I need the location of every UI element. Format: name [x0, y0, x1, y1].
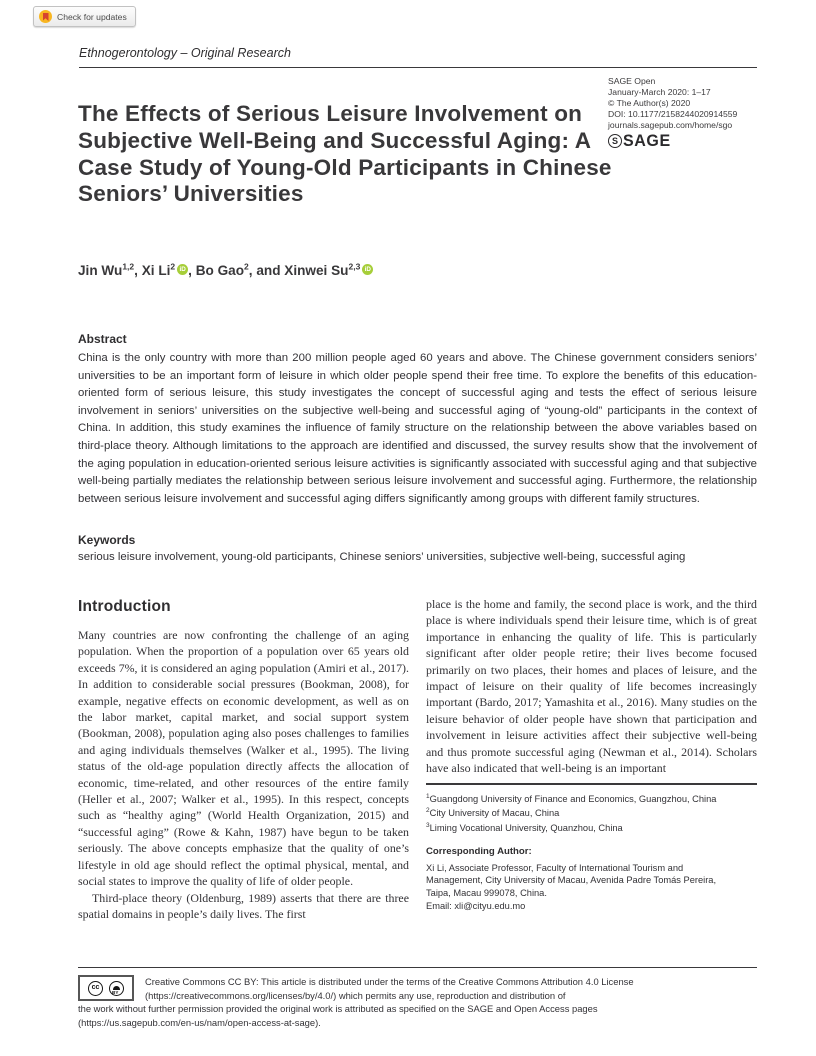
header-rule	[79, 67, 757, 68]
journal-copyright: © The Author(s) 2020	[608, 98, 691, 108]
right-column	[426, 596, 757, 922]
cc-icon: cc	[88, 981, 103, 996]
sage-logo-text: SAGE	[623, 132, 671, 150]
intro-paragraph-2-right: place is the home and family, the second place is work, and the third place is where individuals spend their leisure time, which is of great importance in enhancing the quality of life. This is particularly significant after older people retire; their lives become focused primarily on two places, their homes and places of leisure, and the impact of leisure on their quality of life becomes increasingly important (Bardo, 2017; Yamashita et al., 2016). Many studies on the leisure behavior of older people have shown that participation and involvement in leisure activities affect their subjective well-being and thus promote successful aging (Newman et al., 2014). Scholars have also indicated that well-being is an important	[426, 597, 757, 776]
journal-issue: January-March 2020: 1–17	[608, 87, 711, 97]
intro-paragraph-1: Many countries are now confronting the challenge of an aging population. When the proportion of a population over 65 years old exceeds 7%, it is considered an aging population (Amiri et al., 2017). In addition to considerable social pressures (Bookman, 2008), for example, negative effects on economic development, as well as on the labor market, capital market, and social support system (Bookman, 2008), population aging also poses challenges to families and aging individuals themselves (Walker et al., 1995). The living status of the old-age population directly affects the allocation of economic, time-related, and other resources of the entire family (Heller et al., 2007; Walker et al., 1995). In this respect, concepts such as “healthy aging” (World Health Organization, 2015) and “successful aging” (Rowe & Kahn, 1987) have begun to be taken seriously. The above concepts emphasize that the quality of one’s lifestyle in old age should reflect the optimal physical, mental, and social states to improve the quality of life of older people.	[78, 628, 409, 889]
license-line[interactable]: (https://creativecommons.org/licenses/by/4.0/) which permits any use, reproduction and distribution of	[145, 989, 566, 1001]
journal-url[interactable]: journals.sagepub.com/home/sgo	[608, 120, 733, 130]
footer-rule	[78, 967, 757, 968]
check-for-updates-button[interactable]	[33, 6, 136, 27]
introduction-heading: Introduction	[78, 598, 171, 615]
left-column	[78, 596, 409, 922]
license-footer	[78, 975, 757, 1029]
affiliation: $^2$City University of Macau, China	[426, 807, 560, 819]
journal-info-block	[608, 76, 760, 148]
cc-by-badge-icon[interactable]	[78, 975, 134, 1001]
footnote-rule	[426, 783, 757, 784]
article-title: The Effects of Serious Leisure Involvement on Subjective Well-Being and Successful Aging: A Case Study of Young-Old Participants in Chinese Seniors’ Universities	[78, 101, 612, 207]
journal-doi[interactable]: DOI: 10.1177/2158244020914559	[608, 109, 738, 119]
section-header: Ethnogerontology – Original Research	[79, 46, 291, 60]
check-for-updates-label: Check for updates	[57, 11, 127, 22]
keywords-text: serious leisure involvement, young-old participants, Chinese seniors’ universities, subjective well-being, successful aging	[78, 551, 686, 563]
orcid-icon[interactable]: iD	[177, 264, 188, 275]
authors-line	[78, 261, 373, 278]
author: Jin Wu$^{1,2}$	[78, 261, 135, 278]
keywords-heading: Keywords	[78, 533, 136, 547]
license-line: Creative Commons CC BY: This article is distributed under the terms of the Creative Commons Attribution 4.0 License	[145, 976, 634, 987]
license-line[interactable]: (https://us.sagepub.com/en-us/nam/open-access-at-sage).	[78, 1016, 321, 1028]
corresponding-author-line: Xi Li, Associate Professor, Faculty of International Tourism and	[426, 862, 684, 873]
author: , Xi Li$^2$	[134, 261, 176, 278]
affiliation: $^3$Liming Vocational University, Quanzhou, China	[426, 822, 623, 834]
cc-by-label: BY	[112, 990, 119, 996]
intro-paragraph-2-left: Third-place theory (Oldenburg, 1989) asserts that there are three spatial domains in people’s daily lives. The first	[78, 890, 409, 921]
corresponding-author-email[interactable]: Email: xli@cityu.edu.mo	[426, 900, 526, 911]
sage-logo	[608, 134, 760, 148]
journal-name: SAGE Open	[608, 76, 656, 86]
sage-circle-s-icon: S	[608, 134, 622, 148]
author: , Bo Gao$^2$	[188, 261, 249, 278]
abstract-text: China is the only country with more than 200 million people aged 60 years and above. The Chinese government considers seniors’ universities to be an important form of leisure in which older people spend their free time. To explore the benefits of this education-oriented form of serious leisure, this study investigates the concept of successful aging and tests the effect of serious leisure involvement in seniors’ universities on the subjective well-being and successful aging of “young-old” participants in the context of China. In addition, this study examines the influence of family structure on the relationship between the above variables based on third-place theory. Although limitations to the approach are identified and discussed, the survey results show that the involvement of the aging population in education-oriented serious leisure activities is significantly associated with successful aging and that subjective well-being partially mediates the relationship between serious leisure involvement and successful aging. Furthermore, the relationship between serious leisure involvement and successful aging differs significantly among groups with different family structures.	[78, 352, 757, 505]
corresponding-author-line: Taipa, Macau 999078, China.	[426, 887, 547, 898]
orcid-icon[interactable]: iD	[362, 264, 373, 275]
footnote-block	[426, 783, 757, 912]
body-columns	[78, 596, 757, 922]
license-text-top	[145, 975, 634, 1002]
corresponding-author-line: Management, City University of Macau, Avenida Padre Tomás Pereira,	[426, 875, 717, 886]
corresponding-author-heading: Corresponding Author:	[426, 845, 532, 857]
affiliation: $^1$Guangdong University of Finance and Economics, Guangzhou, China	[426, 792, 717, 804]
author: , and Xinwei Su$^{2,3}$	[248, 261, 361, 278]
abstract-heading: Abstract	[78, 332, 127, 346]
license-line: the work without further permission provided the original work is attributed as specified on the SAGE and Open Access pages	[78, 1003, 598, 1015]
crossmark-icon	[39, 10, 52, 23]
